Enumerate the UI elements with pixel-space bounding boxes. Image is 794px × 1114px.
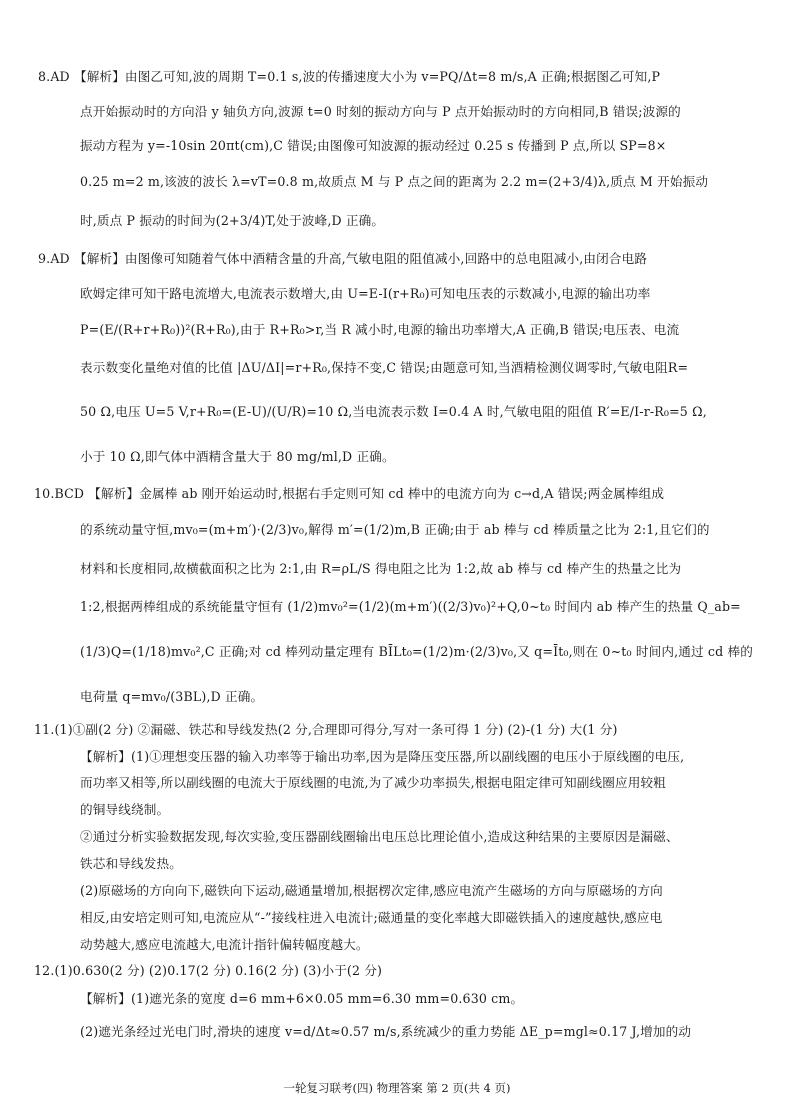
text-line: 1:2,根据两棒组成的系统能量守恒有 (1/2)mv₀²=(1/2)(m+m′)((2/3)v₀)²+Q,0~t₀ 时间内 ab 棒产生的热量 Q_ab=: [80, 599, 741, 614]
text-line: (1/3)Q=(1/18)mv₀²,C 正确;对 cd 棒列动量定理有 BĪLt₀=(1/2)m·(2/3)v₀,又 q=Īt₀,则在 0~t₀ 时间内,通过 cd 棒的: [80, 644, 753, 659]
text-line: P=(E/(R+r+R₀))²(R+R₀),由于 R+R₀>r,当 R 减小时,电源的输出功率增大,A 正确,B 错误;电压表、电流: [80, 322, 680, 337]
text-line: 点开始振动时的方向沿 y 轴负方向,波源 t=0 时刻的振动方向与 P 点开始振动时的方向相同,B 错误;波源的: [80, 104, 681, 119]
text-line: 欧姆定律可知干路电流增大,电流表示数增大,由 U=E-I(r+R₀)可知电压表的示数减小,电源的输出功率: [80, 286, 651, 301]
text-line: 12.(1)0.630(2 分) (2)0.17(2 分) 0.16(2 分) (3)小于(2 分): [34, 963, 383, 978]
text-line: 【解析】(1)遮光条的宽度 d=6 mm+6×0.05 mm=6.30 mm=0.630 cm。: [80, 991, 524, 1006]
text-line: 9.AD 【解析】由图像可知随着气体中酒精含量的升高,气敏电阻的阻值减小,回路中的总电阻减小,由闭合电路: [38, 251, 648, 266]
text-line: 的铜导线绕制。: [80, 802, 170, 817]
text-line: 振动方程为 y=-10sin 20πt(cm),C 错误;由图像可知波源的振动经过 0.25 s 传播到 P 点,所以 SP=8×: [80, 138, 667, 153]
text-line: 而功率又相等,所以副线圈的电流大于原线圈的电流,为了减少功率损失,根据电阻定律可知副线圈应用较粗: [80, 775, 666, 790]
text-line: 表示数变化量绝对值的比值 |ΔU/ΔI|=r+R₀,保持不变,C 错误;由题意可知,当酒精检测仪调零时,气敏电阻R=: [80, 360, 689, 375]
text-line: (2)遮光条经过光电门时,滑块的速度 v=d/Δt≈0.57 m/s,系统减少的重力势能 ΔE_p=mgl≈0.17 J,增加的动: [80, 1024, 692, 1039]
text-line: 50 Ω,电压 U=5 V,r+R₀=(E-U)/(U/R)=10 Ω,当电流表示数 I=0.4 A 时,气敏电阻的阻值 R′=E/I-r-R₀=5 Ω,: [80, 404, 707, 419]
text-line: 材料和长度相同,故横截面积之比为 2:1,由 R=ρL/S 得电阻之比为 1:2,故 ab 棒与 cd 棒产生的热量之比为: [80, 561, 682, 576]
text-line: 时,质点 P 振动的时间为(2+3/4)T,处于波峰,D 正确。: [80, 213, 385, 228]
text-line: 动势越大,感应电流越大,电流计指针偏转幅度越大。: [80, 937, 369, 952]
text-line: 小于 10 Ω,即气体中酒精含量大于 80 mg/ml,D 正确。: [80, 449, 395, 464]
text-line: 相反,由安培定则可知,电流应从“-”接线柱进入电流计;磁通量的变化率越大即磁铁插入的速度越快,感应电: [80, 910, 663, 925]
text-line: ②通过分析实验数据发现,每次实验,变压器副线圈输出电压总比理论值小,造成这种结果的主要原因是漏磁、: [80, 829, 679, 844]
page-footer: 一轮复习联考(四) 物理答案 第 2 页(共 4 页): [283, 1081, 511, 1095]
text-line: (2)原磁场的方向向下,磁铁向下运动,磁通量增加,根据楞次定律,感应电流产生磁场的方向与原磁场的方向: [80, 883, 663, 898]
text-line: 铁芯和导线发热。: [80, 856, 182, 871]
text-line: 的系统动量守恒,mv₀=(m+m′)·(2/3)v₀,解得 m′=(1/2)m,B 正确;由于 ab 棒与 cd 棒质量之比为 2:1,且它们的: [80, 522, 710, 537]
text-line: 11.(1)①副(2 分) ②漏磁、铁芯和导线发热(2 分,合理即可得分,写对一条可得 1 分) (2)-(1 分) 大(1 分): [34, 722, 618, 737]
text-line: 【解析】(1)①理想变压器的输入功率等于输出功率,因为是降压变压器,所以副线圈的电压小于原线圈的电压,: [80, 749, 685, 764]
text-line: 8.AD 【解析】由图乙可知,波的周期 T=0.1 s,波的传播速度大小为 v=PQ/Δt=8 m/s,A 正确;根据图乙可知,P: [38, 69, 661, 84]
text-line: 0.25 m=2 m,该波的波长 λ=vT=0.8 m,故质点 M 与 P 点之间的距离为 2.2 m=(2+3/4)λ,质点 M 开始振动: [80, 174, 709, 189]
text-line: 电荷量 q=mv₀/(3BL),D 正确。: [80, 689, 264, 704]
text-line: 10.BCD 【解析】金属棒 ab 刚开始运动时,根据右手定则可知 cd 棒中的电流方向为 c→d,A 错误;两金属棒组成: [34, 486, 665, 501]
